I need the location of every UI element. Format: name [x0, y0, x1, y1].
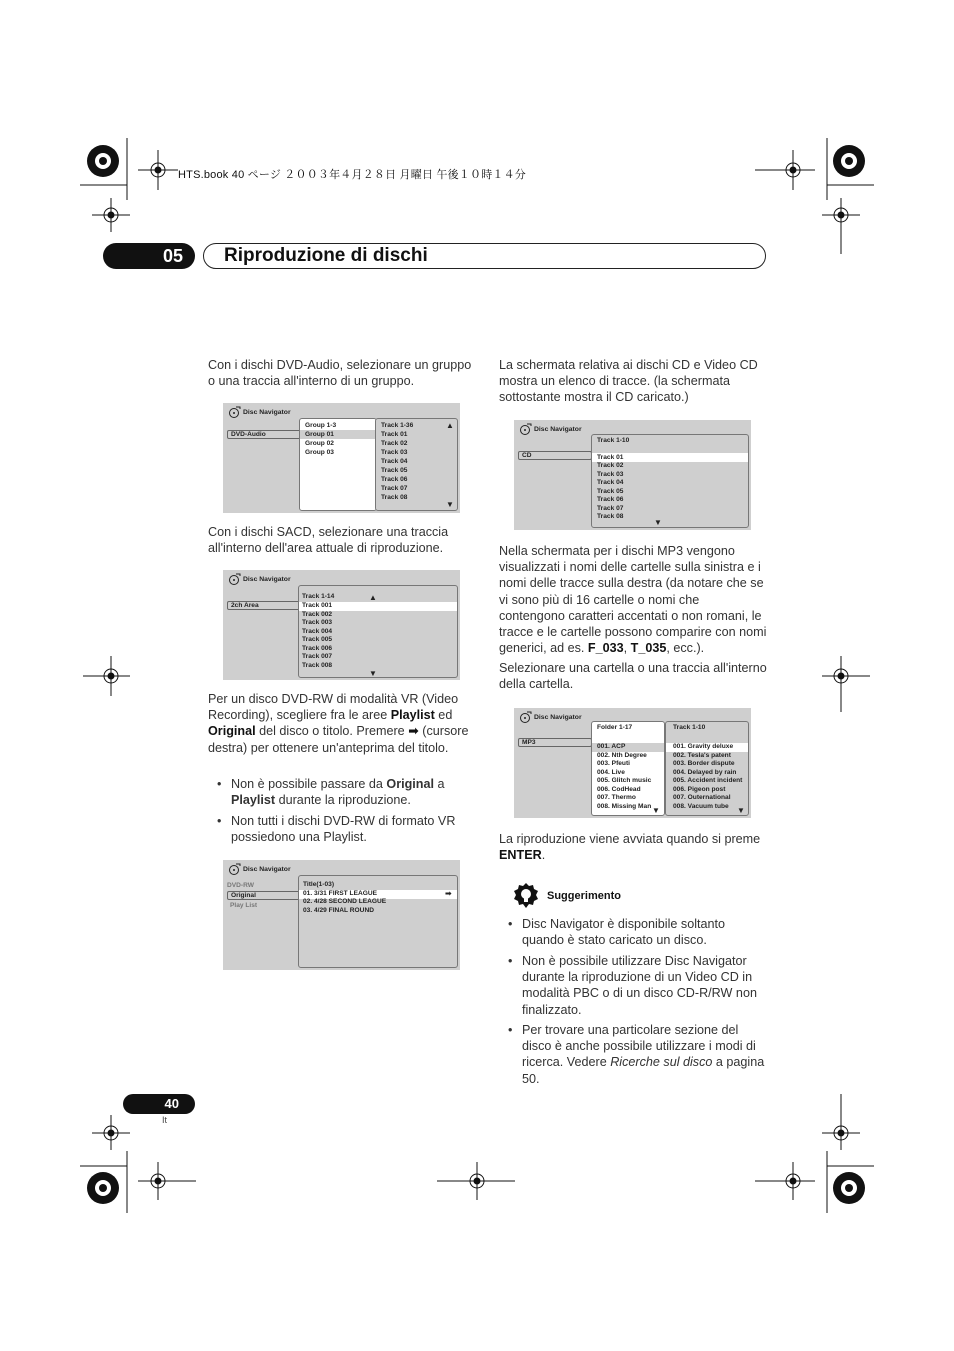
- folder-item[interactable]: 002. Nth Degree: [597, 752, 647, 759]
- sacd-screen: [223, 570, 460, 680]
- track-item[interactable]: Track 002: [302, 611, 333, 618]
- disc-icon: [229, 406, 241, 418]
- folder-item[interactable]: 003. Pfeuti: [597, 760, 630, 767]
- tracks-header: Track 1-14: [302, 593, 335, 600]
- bullet-item: • Non tutti i dischi DVD-RW di formato VR possiedono una Playlist.: [217, 814, 456, 845]
- groups-header: Group 1-3: [305, 422, 337, 429]
- disc-icon: [520, 711, 532, 723]
- disc-type-label: DVD-RW: [227, 882, 254, 889]
- folders-header: Folder 1-17: [597, 724, 633, 731]
- track-item[interactable]: Track 05: [597, 488, 624, 495]
- groups-panel: [299, 418, 377, 511]
- chapter-number: 05: [103, 243, 195, 269]
- scroll-up-icon[interactable]: ▲: [369, 593, 377, 602]
- tracks-panel: [375, 418, 458, 511]
- folder-item[interactable]: 006. CodHead: [597, 786, 641, 793]
- track-item[interactable]: Track 02: [597, 462, 624, 469]
- screen-title: Disc Navigator: [243, 409, 291, 416]
- chapter-title: Riproduzione di dischi: [224, 245, 428, 266]
- track-item[interactable]: Track 07: [597, 505, 624, 512]
- tracks-panel: [591, 434, 749, 528]
- track-item[interactable]: 003. Border dispute: [673, 760, 735, 767]
- folder-item[interactable]: 001. ACP: [597, 743, 626, 750]
- screen-title: Disc Navigator: [534, 714, 582, 721]
- tracks-panel: [665, 721, 749, 816]
- tip-title: Suggerimento: [547, 890, 621, 902]
- track-item[interactable]: Track 04: [597, 479, 624, 486]
- track-item[interactable]: Track 04: [381, 458, 408, 465]
- scroll-down-icon[interactable]: ▼: [369, 669, 377, 678]
- track-item[interactable]: 007. Outernational: [673, 794, 731, 801]
- right-arrow-icon: ➡: [408, 724, 419, 739]
- dvd-audio-screen: [223, 403, 460, 513]
- track-item[interactable]: 004. Delayed by rain: [673, 769, 737, 776]
- tracks-panel: [298, 585, 458, 678]
- track-item[interactable]: Track 01: [597, 454, 624, 461]
- track-item[interactable]: Track 01: [381, 431, 408, 438]
- track-item[interactable]: Track 006: [302, 645, 333, 652]
- titles-panel: [298, 875, 458, 968]
- title-item[interactable]: 02. 4/28 SECOND LEAGUE: [303, 898, 387, 905]
- right-arrow-icon: ➡: [445, 889, 452, 898]
- tip-item: • Per trovare una particolare sezione del disco è anche possibile utilizzare i modi di ricerca. Vedere Ricerche sul disco a pagina 50.: [508, 1023, 765, 1086]
- track-item[interactable]: Track 007: [302, 653, 333, 660]
- screen-title: Disc Navigator: [243, 576, 291, 583]
- disc-icon: [229, 863, 241, 875]
- track-item[interactable]: Track 005: [302, 636, 333, 643]
- track-item[interactable]: Track 06: [597, 496, 624, 503]
- disc-type-label[interactable]: DVD-Audio: [227, 430, 301, 439]
- disc-type-label[interactable]: MP3: [518, 738, 592, 747]
- title-item[interactable]: 03. 4/29 FINAL ROUND: [303, 907, 374, 914]
- scroll-down-icon[interactable]: ▼: [654, 518, 662, 527]
- page-number: 40: [123, 1094, 195, 1114]
- dvd-audio-paragraph: Con i dischi DVD-Audio, selezionare un gruppo o una traccia all'interno di un gruppo.: [208, 358, 472, 389]
- track-item[interactable]: Track 07: [381, 485, 408, 492]
- select-folder-paragraph: Selezionare una cartella o una traccia all'interno della cartella.: [499, 661, 767, 692]
- group-item[interactable]: Group 02: [305, 440, 334, 447]
- tracks-header: Track 1-10: [673, 724, 706, 731]
- disc-icon: [229, 573, 241, 585]
- folder-item[interactable]: 008. Missing Man: [597, 803, 652, 810]
- track-item[interactable]: 001. Gravity deluxe: [673, 743, 734, 750]
- sacd-paragraph: Con i dischi SACD, selezionare una traccia all'interno dell'area attuale di riproduzione.: [208, 525, 449, 556]
- track-item[interactable]: Track 05: [381, 467, 408, 474]
- screen-title: Disc Navigator: [243, 866, 291, 873]
- track-item[interactable]: Track 008: [302, 662, 333, 669]
- scroll-down-icon[interactable]: ▼: [652, 806, 660, 815]
- disc-type-label[interactable]: CD: [518, 451, 592, 460]
- mp3-paragraph: Nella schermata per i dischi MP3 vengono visualizzati i nomi delle cartelle sulla sinistra e i nomi delle tracce sulla destra (da notare che se vi sono più di 16 cartelle o nomi che contengono caratteri accentati o non romani, le tracce e le cartelle possono comparire con nomi generici, ad es. F_033, T_035, ecc.).: [499, 544, 767, 656]
- dvdrw-paragraph: Per un disco DVD-RW di modalità VR (Video Recording), scegliere fra le aree Playlist ed Original del disco o titolo. Premere ➡ (cursore destra) per ottenere un'anteprima del titolo.: [208, 692, 469, 755]
- tip-item: • Disc Navigator è disponibile soltanto quando è stato caricato un disco.: [508, 917, 726, 948]
- track-item[interactable]: Track 001: [302, 602, 333, 609]
- track-item[interactable]: Track 004: [302, 628, 333, 635]
- original-option[interactable]: Original: [227, 891, 301, 900]
- track-item[interactable]: Track 08: [597, 513, 624, 520]
- track-item[interactable]: Track 08: [381, 494, 408, 501]
- folder-item[interactable]: 005. Glitch music: [597, 777, 652, 784]
- track-item[interactable]: 002. Tesla's patent: [673, 752, 731, 759]
- titles-header: Title(1-03): [303, 881, 335, 888]
- track-item[interactable]: Track 03: [381, 449, 408, 456]
- page-language: It: [162, 1115, 168, 1125]
- mp3-screen: [514, 708, 751, 818]
- chapter-title-box: [203, 243, 766, 269]
- folder-item[interactable]: 004. Live: [597, 769, 625, 776]
- track-item[interactable]: 006. Pigeon post: [673, 786, 726, 793]
- group-item[interactable]: Group 03: [305, 449, 334, 456]
- disc-icon: [520, 423, 532, 435]
- track-item[interactable]: 005. Accident incident: [673, 777, 743, 784]
- track-item[interactable]: Track 003: [302, 619, 333, 626]
- track-item[interactable]: Track 03: [597, 471, 624, 478]
- track-item[interactable]: Track 02: [381, 440, 408, 447]
- title-item[interactable]: 01. 3/31 FIRST LEAGUE: [303, 890, 378, 897]
- track-item[interactable]: Track 06: [381, 476, 408, 483]
- playlist-option[interactable]: Play List: [230, 902, 258, 909]
- tip-item: • Non è possibile utilizzare Disc Navigator durante la riproduzione di un Video CD in modalità PBC o di un disco CD-R/RW non finalizzato.: [508, 954, 757, 1017]
- scroll-up-icon[interactable]: ▲: [446, 421, 454, 430]
- file-header: HTS.book 40 ページ ２００３年４月２８日 月曜日 午後１０時１４分: [178, 169, 527, 181]
- scroll-down-icon[interactable]: ▼: [446, 500, 454, 509]
- enter-paragraph: La riproduzione viene avviata quando si preme ENTER.: [499, 832, 761, 863]
- dvdrw-screen: [223, 860, 460, 970]
- area-label[interactable]: 2ch Area: [227, 601, 301, 610]
- cd-screen: [514, 420, 751, 530]
- cd-paragraph: La schermata relativa ai dischi CD e Video CD mostra un elenco di tracce. (la schermata sottostante mostra il CD caricato.): [499, 358, 758, 405]
- tip-icon: [512, 882, 540, 910]
- screen-title: Disc Navigator: [534, 426, 582, 433]
- tracks-header: Track 1-10: [597, 437, 630, 444]
- tracks-header: Track 1-36: [381, 422, 414, 429]
- folder-item[interactable]: 007. Thermo: [597, 794, 636, 801]
- scroll-down-icon[interactable]: ▼: [737, 806, 745, 815]
- bullet-item: • Non è possibile passare da Original a Playlist durante la riproduzione.: [217, 777, 445, 808]
- track-item[interactable]: 008. Vacuum tube: [673, 803, 729, 810]
- group-item[interactable]: Group 01: [305, 431, 334, 438]
- folders-panel: [591, 721, 665, 816]
